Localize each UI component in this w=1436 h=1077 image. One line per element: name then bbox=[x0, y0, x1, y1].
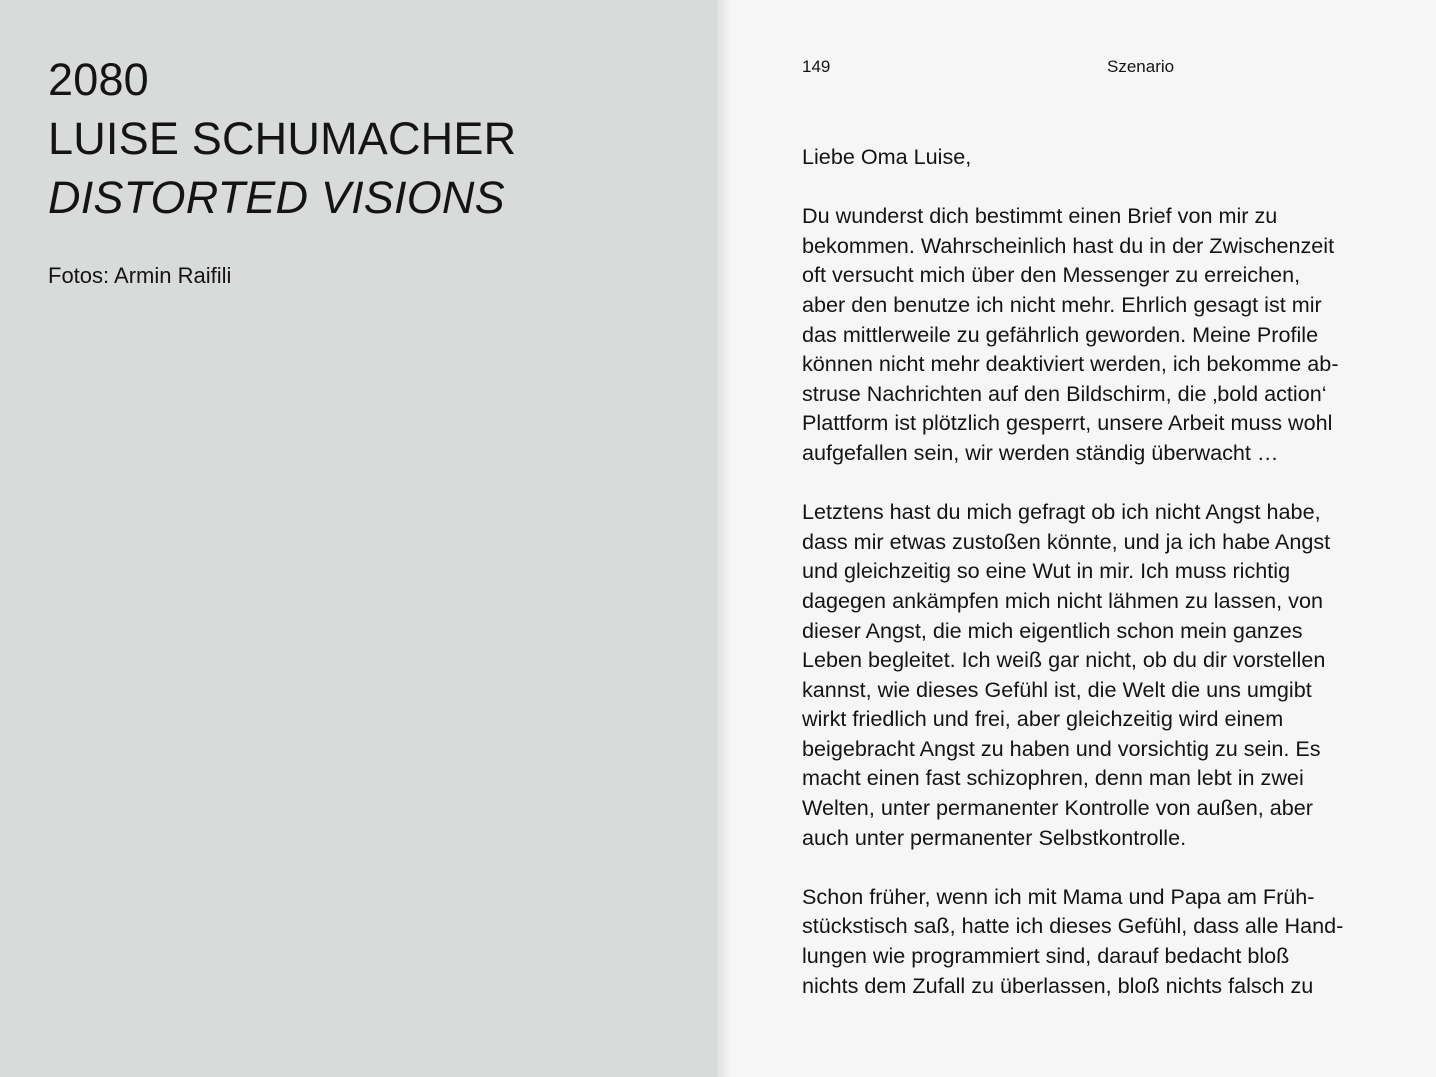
text-line: oft versucht mich über den Messenger zu erreichen, bbox=[802, 262, 1301, 288]
text-line: beigebracht Angst zu haben und vorsichtig zu sein. Es bbox=[802, 735, 1321, 761]
text-line: das mittlerweile zu gefährlich geworden. Meine Profile bbox=[802, 321, 1319, 347]
text-line: wirkt friedlich und frei, aber gleichzeitig wird einem bbox=[802, 706, 1284, 732]
title-block bbox=[48, 50, 516, 227]
text-line: lungen wie programmiert sind, darauf bedacht bloß bbox=[802, 943, 1290, 969]
text-line: dass mir etwas zustoßen könnte, und ja ich habe Angst bbox=[802, 528, 1331, 554]
paragraph-gap bbox=[802, 468, 1402, 498]
page-number: 149 bbox=[802, 57, 831, 76]
text-line: Du wunderst dich bestimmt einen Brief von mir zu bbox=[802, 203, 1278, 229]
left-page bbox=[0, 0, 717, 1077]
section-name: Szenario bbox=[1107, 57, 1175, 76]
salutation: Liebe Oma Luise, bbox=[802, 144, 972, 169]
paragraph-2 bbox=[802, 497, 1402, 852]
paragraph-1 bbox=[802, 201, 1402, 467]
text-line: nichts dem Zufall zu überlassen, bloß nichts falsch zu bbox=[802, 972, 1314, 998]
text-line: Letztens hast du mich gefragt ob ich nicht Angst habe, bbox=[802, 499, 1321, 525]
work-title: DISTORTED VISIONS bbox=[48, 172, 505, 223]
paragraph-gap bbox=[802, 852, 1402, 882]
text-line: Leben begleitet. Ich weiß gar nicht, ob du dir vorstellen bbox=[802, 647, 1326, 673]
text-line: kannst, wie dieses Gefühl ist, die Welt die uns umgibt bbox=[802, 676, 1312, 702]
paragraph-3 bbox=[802, 882, 1402, 1000]
text-line: stückstisch saß, hatte ich dieses Gefühl, dass alle Hand- bbox=[802, 913, 1344, 939]
gutter-shadow bbox=[717, 0, 731, 1077]
text-line: dieser Angst, die mich eigentlich schon mein ganzes bbox=[802, 617, 1303, 643]
text-line: auch unter permanenter Selbstkontrolle. bbox=[802, 824, 1187, 850]
letter-body bbox=[802, 142, 1402, 1000]
text-line: dagegen ankämpfen mich nicht lähmen zu lassen, von bbox=[802, 587, 1323, 613]
text-line: macht einen fast schizophren, denn man lebt in zwei bbox=[802, 765, 1304, 791]
photo-credit: Fotos: Armin Raifili bbox=[48, 263, 232, 288]
text-line: und gleichzeitig so eine Wut in mir. Ich muss richtig bbox=[802, 558, 1291, 584]
text-line: Welten, unter permanenter Kontrolle von außen, aber bbox=[802, 795, 1313, 821]
paragraph-gap bbox=[802, 172, 1402, 202]
text-line: Schon früher, wenn ich mit Mama und Papa am Früh- bbox=[802, 883, 1315, 909]
text-line: aufgefallen sein, wir werden ständig überwacht … bbox=[802, 439, 1279, 465]
text-line: können nicht mehr deaktiviert werden, ich bekomme ab- bbox=[802, 351, 1339, 377]
year-heading: 2080 bbox=[48, 54, 149, 105]
right-page bbox=[717, 0, 1436, 1077]
text-line: bekommen. Wahrscheinlich hast du in der Zwischenzeit bbox=[802, 232, 1335, 258]
text-line: Plattform ist plötzlich gesperrt, unsere Arbeit muss wohl bbox=[802, 410, 1333, 436]
author-heading: LUISE SCHUMACHER bbox=[48, 113, 517, 164]
text-line: aber den benutze ich nicht mehr. Ehrlich gesagt ist mir bbox=[802, 291, 1322, 317]
text-line: struse Nachrichten auf den Bildschirm, die ‚bold action‘ bbox=[802, 380, 1327, 406]
